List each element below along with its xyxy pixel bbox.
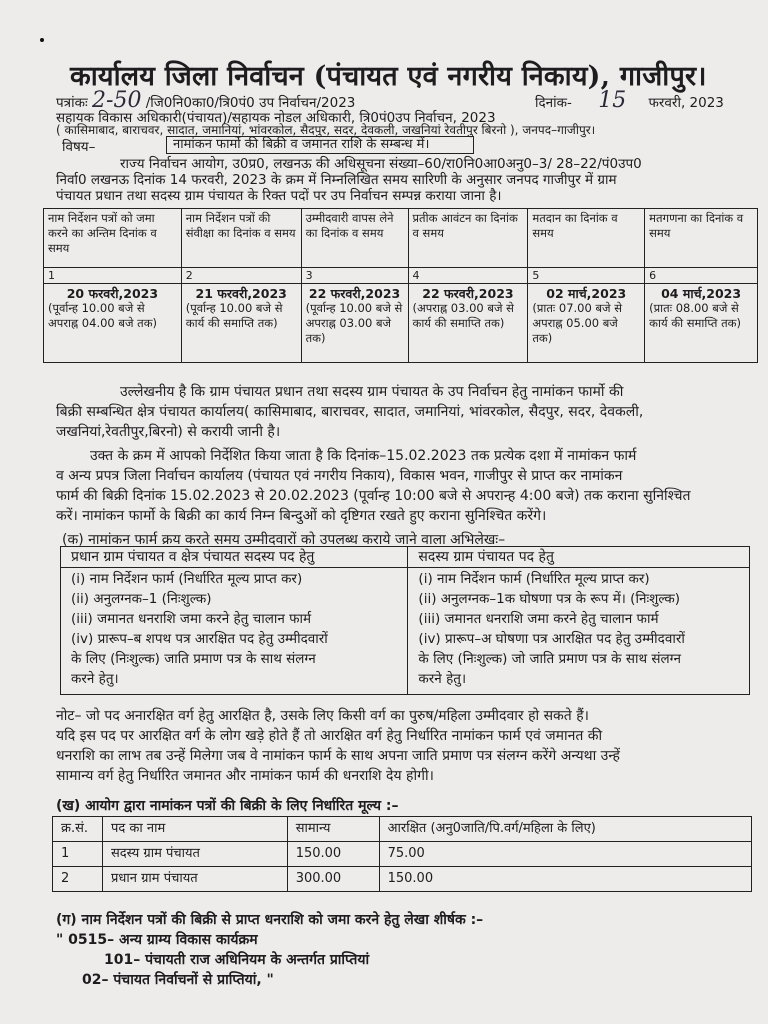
fees-cell: प्रधान ग्राम पंचायत xyxy=(102,867,287,892)
note-line: सामान्य वर्ग हेतु निर्धारित जमानत और नामांकन फार्म की धनराशि देय होगी। xyxy=(56,768,434,784)
fees-cell: 75.00 xyxy=(379,842,751,867)
schedule-cell xyxy=(44,284,182,363)
document-item: करने हेतु। xyxy=(71,671,119,687)
schedule-cell xyxy=(645,284,758,363)
column-number: 2 xyxy=(181,268,301,284)
documents-body-row xyxy=(61,568,750,695)
office-title: कार्यालय जिला निर्वाचन (पंचायत एवं नगरीय निकाय), गाजीपुर। xyxy=(70,61,707,92)
schedule-time: (अपराह्न 03.00 बजे से कार्य की समाप्ति तक) xyxy=(412,301,514,330)
section-kha-heading: (ख) आयोग द्वारा नामांकन पत्रों की बिक्री के लिए निर्धारित मूल्य :– xyxy=(56,798,399,814)
note-line: नोट– जो पद अनारक्षित वर्ग हेतु आरक्षित है, उसके लिए किसी वर्ग का पुरुष/महिला उम्मीदवार हो सकते हैं। xyxy=(56,708,589,724)
fees-header-row xyxy=(53,817,752,842)
schedule-cell xyxy=(301,284,408,363)
schedule-time: (प्रातः 07.00 बजे से अपराह्न 05.00 बजे तक) xyxy=(532,301,622,345)
schedule-date: 20 फरवरी,2023 xyxy=(66,286,159,301)
intro-line-2: निर्वा0 लखनऊ दिनांक 14 फरवरी, 2023 के क्रम में निम्नलिखित समय सारिणी के अनुसार जनपद गाजीपुर में ग्राम xyxy=(56,172,617,188)
para-line: फार्म की बिक्री दिनांक 15.02.2023 से 20.02.2023 (पूर्वान्ह 10:00 बजे से अपरान्ह 4:00 बजे) तक कराना सुनिश्चित xyxy=(56,488,691,504)
document-item: (i) नाम निर्देशन फार्म (निर्धारित मूल्य प्राप्त कर) xyxy=(418,571,650,587)
schedule-cell xyxy=(528,284,645,363)
letter-rest: /जि0नि0का0/त्रि0पं0 उप निर्वाचन/2023 xyxy=(145,95,356,111)
schedule-time: (प्रातः 08.00 बजे से कार्य की समाप्ति तक) xyxy=(649,301,741,330)
schedule-date: 22 फरवरी,2023 xyxy=(422,286,514,301)
date-rest: फरवरी, 2023 xyxy=(648,95,724,111)
subject-label: विषय– xyxy=(62,139,96,155)
document-item: (i) नाम निर्देशन फार्म (निर्धारित मूल्य प्राप्त कर) xyxy=(71,571,303,587)
documents-header-row xyxy=(61,547,750,568)
column-number: 3 xyxy=(301,268,408,284)
schedule-date: 04 मार्च,2023 xyxy=(661,286,742,301)
documents-header-left: प्रधान ग्राम पंचायत व क्षेत्र पंचायत सदस्य पद हेतु xyxy=(61,547,408,568)
intro-line-1: राज्य निर्वाचन आयोग, उ0प्र0, लखनऊ की अधिसूचना संख्या–60/रा0नि0आ0अनु0–3/ 28–22/पं0उप0 xyxy=(120,156,642,172)
account-head-line: " 0515– अन्य ग्राम्य विकास कार्यक्रम xyxy=(56,932,258,948)
schedule-value-row xyxy=(44,284,758,363)
schedule-date: 22 फरवरी,2023 xyxy=(308,286,401,301)
intro-line-3: पंचायत प्रधान तथा सदस्य ग्राम पंचायत के रिक्त पदों पर उप निर्वाचन सम्पन्न कराया जाना है। xyxy=(56,188,502,204)
date-handwritten: 15 xyxy=(598,88,627,113)
account-head-line: 02– पंचायत निर्वाचनों से प्राप्तियां, " xyxy=(82,972,274,988)
paragraph-sale-offices xyxy=(56,382,643,442)
schedule-date: 02 मार्च,2023 xyxy=(546,286,627,301)
schedule-cell xyxy=(181,284,301,363)
paragraph-instructions xyxy=(56,446,690,526)
column-number: 5 xyxy=(528,268,645,284)
note-paragraph xyxy=(56,706,620,786)
letter-prefix: पत्रांकः xyxy=(56,95,88,111)
para-line: जखनियां,रेवतीपुर,बिरनो) से करायी जानी है। xyxy=(56,424,281,440)
date-line xyxy=(535,88,724,113)
schedule-number-row xyxy=(44,268,758,284)
election-schedule-table xyxy=(43,208,758,363)
fees-cell: सदस्य ग्राम पंचायत xyxy=(102,842,287,867)
addressee-line2: ( कासिमाबाद, बाराचवर, सादात, जमानियां, भांवरकोल, सैदपुर, सदर, देवकली, जखनियां रेवतीपुर बिरनो ), जनपद–गाजीपुर। xyxy=(56,123,596,137)
schedule-header-cell: प्रतीक आवंटन का दिनांक व समय xyxy=(408,209,528,268)
subject-box: नामांकन फार्मो की बिक्री व जमानत राशि के सम्बन्ध में। xyxy=(166,136,474,154)
schedule-cell xyxy=(408,284,528,363)
schedule-time: (पूर्वान्ह 10.00 बजे से अपराह्न 04.00 बजे तक) xyxy=(48,301,158,330)
schedule-header-cell: नाम निर्देशन पत्रों की संवीक्षा का दिनांक व समय xyxy=(181,209,301,268)
para-line: उक्त के क्रम में आपको निर्देशित किया जाता है कि दिनांक–15.02.2023 तक प्रत्येक दशा में नामांकन फार्म xyxy=(90,448,637,464)
para-line: उल्लेखनीय है कि ग्राम पंचायत प्रधान तथा सदस्य ग्राम पंचायत के उप निर्वाचन हेतु नामांकन फार्मो की xyxy=(120,384,624,400)
fees-cell: 150.00 xyxy=(287,842,379,867)
section-ka-heading: (क) नामांकन फार्म क्रय करते समय उम्मीदवारों को उपलब्ध कराये जाने वाला अभिलेखः– xyxy=(62,532,506,548)
addressee-line1: सहायक विकास अधिकारी(पंचायत)/सहायक नोडल अधिकारी, त्रि0पं0उप निर्वाचन, 2023 xyxy=(56,110,496,126)
fees-cell: 150.00 xyxy=(379,867,751,892)
note-line: यदि इस पद पर आरक्षित वर्ग के लोग खड़े होते हैं तो आरक्षित वर्ग हेतु निर्धारित नामांकन फार्म एवं जमानत की xyxy=(56,728,603,744)
documents-header-right: सदस्य ग्राम पंचायत पद हेतु xyxy=(408,547,750,568)
document-item: (iii) जमानत धनराशि जमा करने हेतु चालान फार्म xyxy=(418,611,659,627)
fees-cell: 2 xyxy=(53,867,103,892)
section-ga-heading: (ग) नाम निर्देशन पत्रों की बिक्री से प्राप्त धनराशि को जमा करने हेतु लेखा शीर्षक :– xyxy=(56,912,484,928)
fees-header-cell: पद का नाम xyxy=(102,817,287,842)
fees-row xyxy=(53,867,752,892)
fees-header-cell: क्र.सं. xyxy=(53,817,103,842)
fees-cell: 300.00 xyxy=(287,867,379,892)
nomination-fees-table xyxy=(52,816,752,892)
document-item: के लिए (निःशुल्क) जाति प्रमाण पत्र के साथ संलग्न xyxy=(71,651,316,667)
documents-table xyxy=(60,546,750,695)
schedule-time: (पूर्वान्ह 10.00 बजे से अपराह्न 03.00 बजे तक) xyxy=(305,301,403,345)
schedule-header-cell: मतगणना का दिनांक व समय xyxy=(645,209,758,268)
schedule-header-row xyxy=(44,209,758,268)
para-line: बिक्री सम्बन्धित क्षेत्र पंचायत कार्यालय( कासिमाबाद, बाराचवर, सादात, जमानियां, भांवरकोल, सैदपुर, सदर, देवकली, xyxy=(56,404,644,420)
document-item: (iv) प्रारूप–अ घोषणा पत्र आरक्षित पद हेतु उम्मीदवारों xyxy=(418,631,685,647)
column-number: 1 xyxy=(44,268,182,284)
date-label: दिनांक- xyxy=(535,95,572,111)
document-item: (iii) जमानत धनराशि जमा करने हेतु चालान फार्म xyxy=(71,611,312,627)
column-number: 4 xyxy=(408,268,528,284)
fees-header-cell: सामान्य xyxy=(287,817,379,842)
document-item: (ii) अनुलग्नक–1क घोषणा पत्र के रूप में। (निःशुल्क) xyxy=(418,591,681,607)
schedule-header-cell: मतदान का दिनांक व समय xyxy=(528,209,645,268)
fees-row xyxy=(53,842,752,867)
letter-ref-line xyxy=(56,88,356,113)
para-line: व अन्य प्रपत्र जिला निर्वाचन कार्यालय (पंचायत एवं नगरीय निकाय), विकास भवन, गाजीपुर से प्राप्त कर नामांकन xyxy=(56,468,623,484)
document-item: (iv) प्रारूप–ब शपथ पत्र आरक्षित पद हेतु उम्मीदवारों xyxy=(71,631,328,647)
document-item: (ii) अनुलग्नक–1 (निःशुल्क) xyxy=(71,591,212,607)
schedule-header-cell: नाम निर्देशन पत्रों को जमा करने का अन्तिम दिनांक व समय xyxy=(44,209,182,268)
ink-dot xyxy=(40,38,44,42)
para-line: करें। नामांकन फार्मो के बिक्री का कार्य निम्न बिन्दुओं को दृष्टिगत रखते हुए कराना सुनिश्चित करेंगे। xyxy=(56,508,547,524)
letter-no-handwritten: 2-50 xyxy=(92,88,142,113)
documents-left-cell xyxy=(61,568,408,695)
note-line: धनराशि का लाभ तब उन्हें मिलेगा जब वे नामांकन फार्म के साथ अपना जाति प्रमाण पत्र संलग्न करेंगे अन्यथा उन्हें xyxy=(56,748,620,764)
document-item: करने हेतु। xyxy=(418,671,467,687)
documents-right-cell xyxy=(408,568,750,695)
schedule-date: 21 फरवरी,2023 xyxy=(195,286,287,301)
account-head-line: 101– पंचायती राज अधिनियम के अन्तर्गत प्राप्तियां xyxy=(104,952,370,968)
schedule-header-cell: उम्मीदवारी वापस लेने का दिनांक व समय xyxy=(301,209,408,268)
schedule-time: (पूर्वान्ह 10.00 बजे से कार्य की समाप्ति तक) xyxy=(185,301,283,330)
document-item: के लिए (निःशुल्क) जो जाति प्रमाण पत्र के साथ संलग्न xyxy=(418,651,681,667)
fees-header-cell: आरक्षित (अनु0जाति/पि.वर्ग/महिला के लिए) xyxy=(379,817,751,842)
column-number: 6 xyxy=(645,268,758,284)
fees-cell: 1 xyxy=(53,842,103,867)
